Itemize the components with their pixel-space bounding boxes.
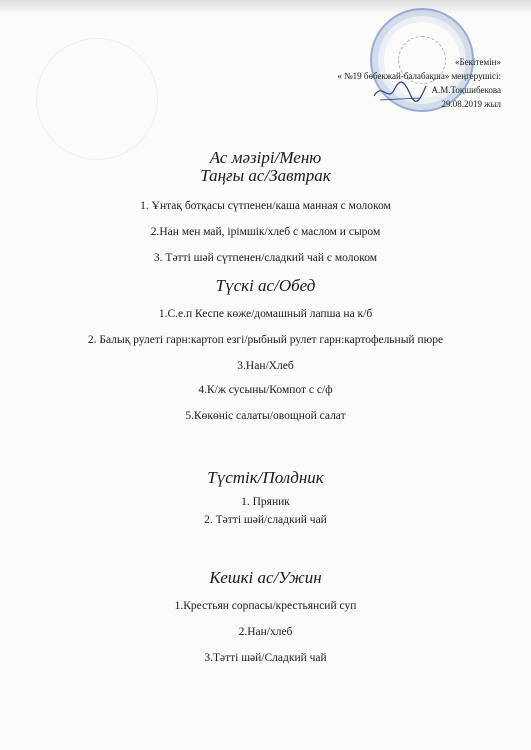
approval-block [271, 55, 501, 111]
dinner-item: 2.Нан/хлеб [238, 626, 293, 638]
lunch-item: 2. Балық рулеті гарн:картоп езгі/рыбный рулет гарн:картофельный пюре [87, 334, 444, 346]
snack-heading: Түстік/Полдник [207, 468, 324, 487]
breakfast-item: 2.Нан мен май, ірімшік/хлеб с маслом и сыром [150, 226, 381, 238]
lunch-item: 1.С.е.п Кеспе көже/домашный лапша на к/б [158, 308, 373, 320]
dinner-item: 1.Крестьян сорпасы/крестьянсий суп [174, 600, 357, 612]
approval-line-position: « №19 бөбекжай-балабақша» меңгерушісі: [337, 71, 501, 81]
lunch-item: 4.К/ж сусыны/Компот с с/ф [198, 384, 333, 396]
scan-edge [0, 0, 531, 14]
dinner-heading: Кешкі ас/Ужин [209, 568, 322, 587]
lunch-heading: Түскі ас/Обед [215, 276, 316, 295]
approval-line-approve: «Бекітемін» [455, 57, 501, 67]
snack-item: 2. Тәтті шәй/сладкий чай [204, 514, 327, 526]
dinner-item: 3.Тәтті шәй/Сладкий чай [204, 652, 327, 664]
breakfast-item: 1. Ұнтақ ботқасы сүтпенен/каша манная с молоком [140, 200, 391, 212]
snack-item: 1. Пряник [241, 496, 290, 508]
approval-line-name: А.М.Тоқшибекова [431, 85, 501, 95]
faint-stamp-impression [36, 38, 158, 160]
approval-line-date: 29.08.2019 жыл [441, 99, 501, 109]
menu-title: Ас мәзірі/Меню [209, 148, 322, 167]
breakfast-item: 3. Тәтті шәй сүтпенен/сладкий чай с молоком [153, 252, 378, 264]
lunch-item: 5.Көкөніс салаты/овощной салат [185, 410, 346, 422]
lunch-item: 3.Нан/Хлеб [237, 360, 294, 372]
breakfast-heading: Таңғы ас/Завтрак [200, 166, 331, 185]
